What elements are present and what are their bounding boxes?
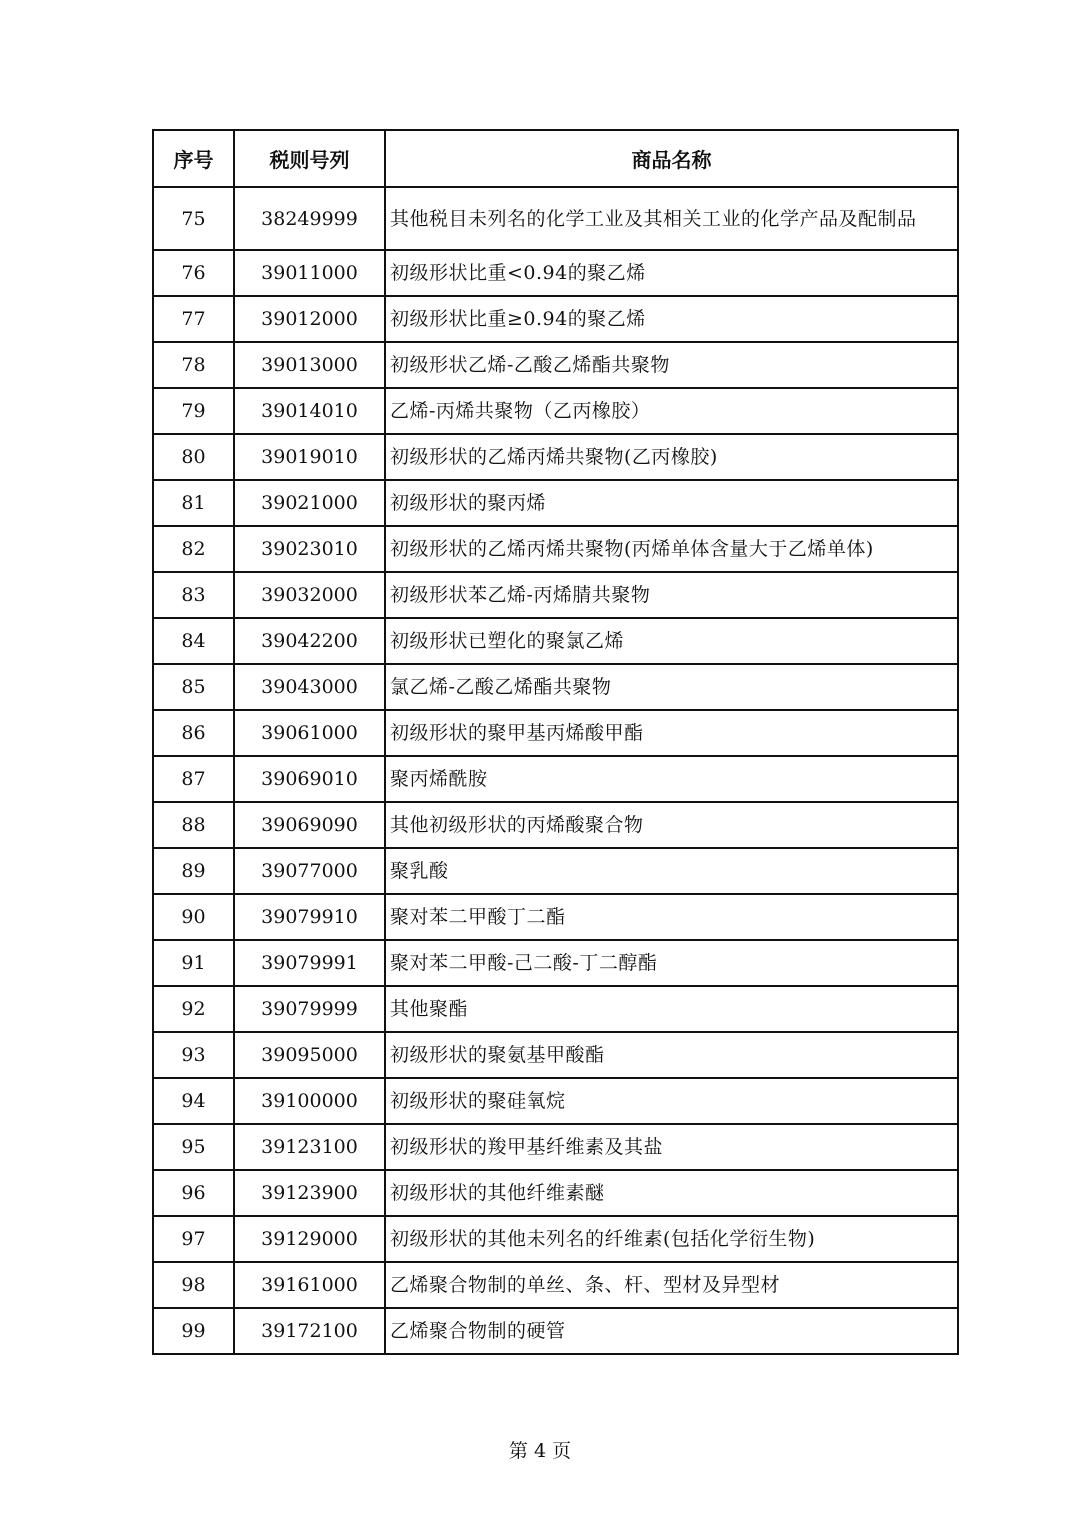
tariff-code-cell: 39172100: [234, 1308, 385, 1354]
commodity-name-cell: 初级形状已塑化的聚氯乙烯: [385, 618, 958, 664]
table-row: [153, 1308, 958, 1354]
serial-number-cell: 87: [153, 756, 234, 802]
commodity-name-cell: 初级形状的聚丙烯: [385, 480, 958, 526]
tariff-table: [152, 129, 959, 1355]
header-commodity-name: 商品名称: [385, 130, 958, 187]
table-row: [153, 940, 958, 986]
table-row: [153, 848, 958, 894]
tariff-code-cell: 39161000: [234, 1262, 385, 1308]
table-row: [153, 296, 958, 342]
serial-number-cell: 76: [153, 250, 234, 296]
commodity-name-cell: 初级形状的聚甲基丙烯酸甲酯: [385, 710, 958, 756]
table-row: [153, 250, 958, 296]
tariff-code-cell: 39095000: [234, 1032, 385, 1078]
table-row: [153, 802, 958, 848]
serial-number-cell: 85: [153, 664, 234, 710]
tariff-code-cell: 39079910: [234, 894, 385, 940]
table-row: [153, 1170, 958, 1216]
tariff-code-cell: 39123100: [234, 1124, 385, 1170]
table-row: [153, 388, 958, 434]
serial-number-cell: 99: [153, 1308, 234, 1354]
header-tariff-code: 税则号列: [234, 130, 385, 187]
table-row: [153, 572, 958, 618]
table-row: [153, 618, 958, 664]
serial-number-cell: 77: [153, 296, 234, 342]
tariff-code-cell: 39042200: [234, 618, 385, 664]
tariff-code-cell: 39077000: [234, 848, 385, 894]
table-row: [153, 710, 958, 756]
serial-number-cell: 88: [153, 802, 234, 848]
commodity-name-cell: 初级形状的乙烯丙烯共聚物(乙丙橡胶): [385, 434, 958, 480]
serial-number-cell: 79: [153, 388, 234, 434]
serial-number-cell: 78: [153, 342, 234, 388]
tariff-code-cell: 39100000: [234, 1078, 385, 1124]
tariff-code-cell: 39069010: [234, 756, 385, 802]
table-row: [153, 1078, 958, 1124]
table-row: [153, 756, 958, 802]
tariff-code-cell: 39012000: [234, 296, 385, 342]
table-header-row: [153, 130, 958, 187]
tariff-code-cell: 39011000: [234, 250, 385, 296]
commodity-name-cell: 其他聚酯: [385, 986, 958, 1032]
serial-number-cell: 90: [153, 894, 234, 940]
serial-number-cell: 89: [153, 848, 234, 894]
commodity-name-cell: 初级形状乙烯-乙酸乙烯酯共聚物: [385, 342, 958, 388]
serial-number-cell: 75: [153, 187, 234, 250]
serial-number-cell: 96: [153, 1170, 234, 1216]
table-row: [153, 434, 958, 480]
serial-number-cell: 95: [153, 1124, 234, 1170]
table-row: [153, 894, 958, 940]
table-row: [153, 480, 958, 526]
serial-number-cell: 93: [153, 1032, 234, 1078]
commodity-name-cell: 初级形状的聚硅氧烷: [385, 1078, 958, 1124]
commodity-name-cell: 初级形状比重≥0.94的聚乙烯: [385, 296, 958, 342]
commodity-name-cell: 乙烯聚合物制的硬管: [385, 1308, 958, 1354]
table-row: [153, 1032, 958, 1078]
table-body: [153, 187, 958, 1354]
table-row: [153, 1262, 958, 1308]
serial-number-cell: 97: [153, 1216, 234, 1262]
commodity-name-cell: 初级形状的羧甲基纤维素及其盐: [385, 1124, 958, 1170]
table-row: [153, 1124, 958, 1170]
commodity-name-cell: 初级形状的其他未列名的纤维素(包括化学衍生物): [385, 1216, 958, 1262]
table-row: [153, 664, 958, 710]
tariff-code-cell: 39019010: [234, 434, 385, 480]
commodity-name-cell: 其他初级形状的丙烯酸聚合物: [385, 802, 958, 848]
tariff-code-cell: 39014010: [234, 388, 385, 434]
table-row: [153, 1216, 958, 1262]
commodity-name-cell: 氯乙烯-乙酸乙烯酯共聚物: [385, 664, 958, 710]
serial-number-cell: 80: [153, 434, 234, 480]
header-serial-number: 序号: [153, 130, 234, 187]
tariff-table-container: [152, 129, 957, 1355]
serial-number-cell: 83: [153, 572, 234, 618]
page-number: 第 4 页: [508, 1440, 572, 1462]
commodity-name-cell: 乙烯聚合物制的单丝、条、杆、型材及异型材: [385, 1262, 958, 1308]
commodity-name-cell: 聚丙烯酰胺: [385, 756, 958, 802]
tariff-code-cell: 39129000: [234, 1216, 385, 1262]
table-row: [153, 342, 958, 388]
tariff-code-cell: 39043000: [234, 664, 385, 710]
tariff-code-cell: 39032000: [234, 572, 385, 618]
tariff-code-cell: 38249999: [234, 187, 385, 250]
tariff-code-cell: 39061000: [234, 710, 385, 756]
serial-number-cell: 81: [153, 480, 234, 526]
serial-number-cell: 91: [153, 940, 234, 986]
serial-number-cell: 86: [153, 710, 234, 756]
commodity-name-cell: 初级形状的聚氨基甲酸酯: [385, 1032, 958, 1078]
commodity-name-cell: 聚对苯二甲酸丁二酯: [385, 894, 958, 940]
commodity-name-cell: 初级形状的其他纤维素醚: [385, 1170, 958, 1216]
commodity-name-cell: 聚乳酸: [385, 848, 958, 894]
serial-number-cell: 92: [153, 986, 234, 1032]
serial-number-cell: 84: [153, 618, 234, 664]
commodity-name-cell: 初级形状苯乙烯-丙烯腈共聚物: [385, 572, 958, 618]
tariff-code-cell: 39021000: [234, 480, 385, 526]
tariff-code-cell: 39023010: [234, 526, 385, 572]
tariff-code-cell: 39123900: [234, 1170, 385, 1216]
tariff-code-cell: 39069090: [234, 802, 385, 848]
tariff-code-cell: 39079991: [234, 940, 385, 986]
table-row: [153, 526, 958, 572]
serial-number-cell: 98: [153, 1262, 234, 1308]
serial-number-cell: 94: [153, 1078, 234, 1124]
serial-number-cell: 82: [153, 526, 234, 572]
tariff-code-cell: 39013000: [234, 342, 385, 388]
table-row: [153, 986, 958, 1032]
commodity-name-cell: 聚对苯二甲酸-己二酸-丁二醇酯: [385, 940, 958, 986]
commodity-name-cell: 其他税目未列名的化学工业及其相关工业的化学产品及配制品: [385, 187, 958, 250]
commodity-name-cell: 初级形状比重<0.94的聚乙烯: [385, 250, 958, 296]
commodity-name-cell: 初级形状的乙烯丙烯共聚物(丙烯单体含量大于乙烯单体): [385, 526, 958, 572]
commodity-name-cell: 乙烯-丙烯共聚物（乙丙橡胶）: [385, 388, 958, 434]
table-row: [153, 187, 958, 250]
tariff-code-cell: 39079999: [234, 986, 385, 1032]
